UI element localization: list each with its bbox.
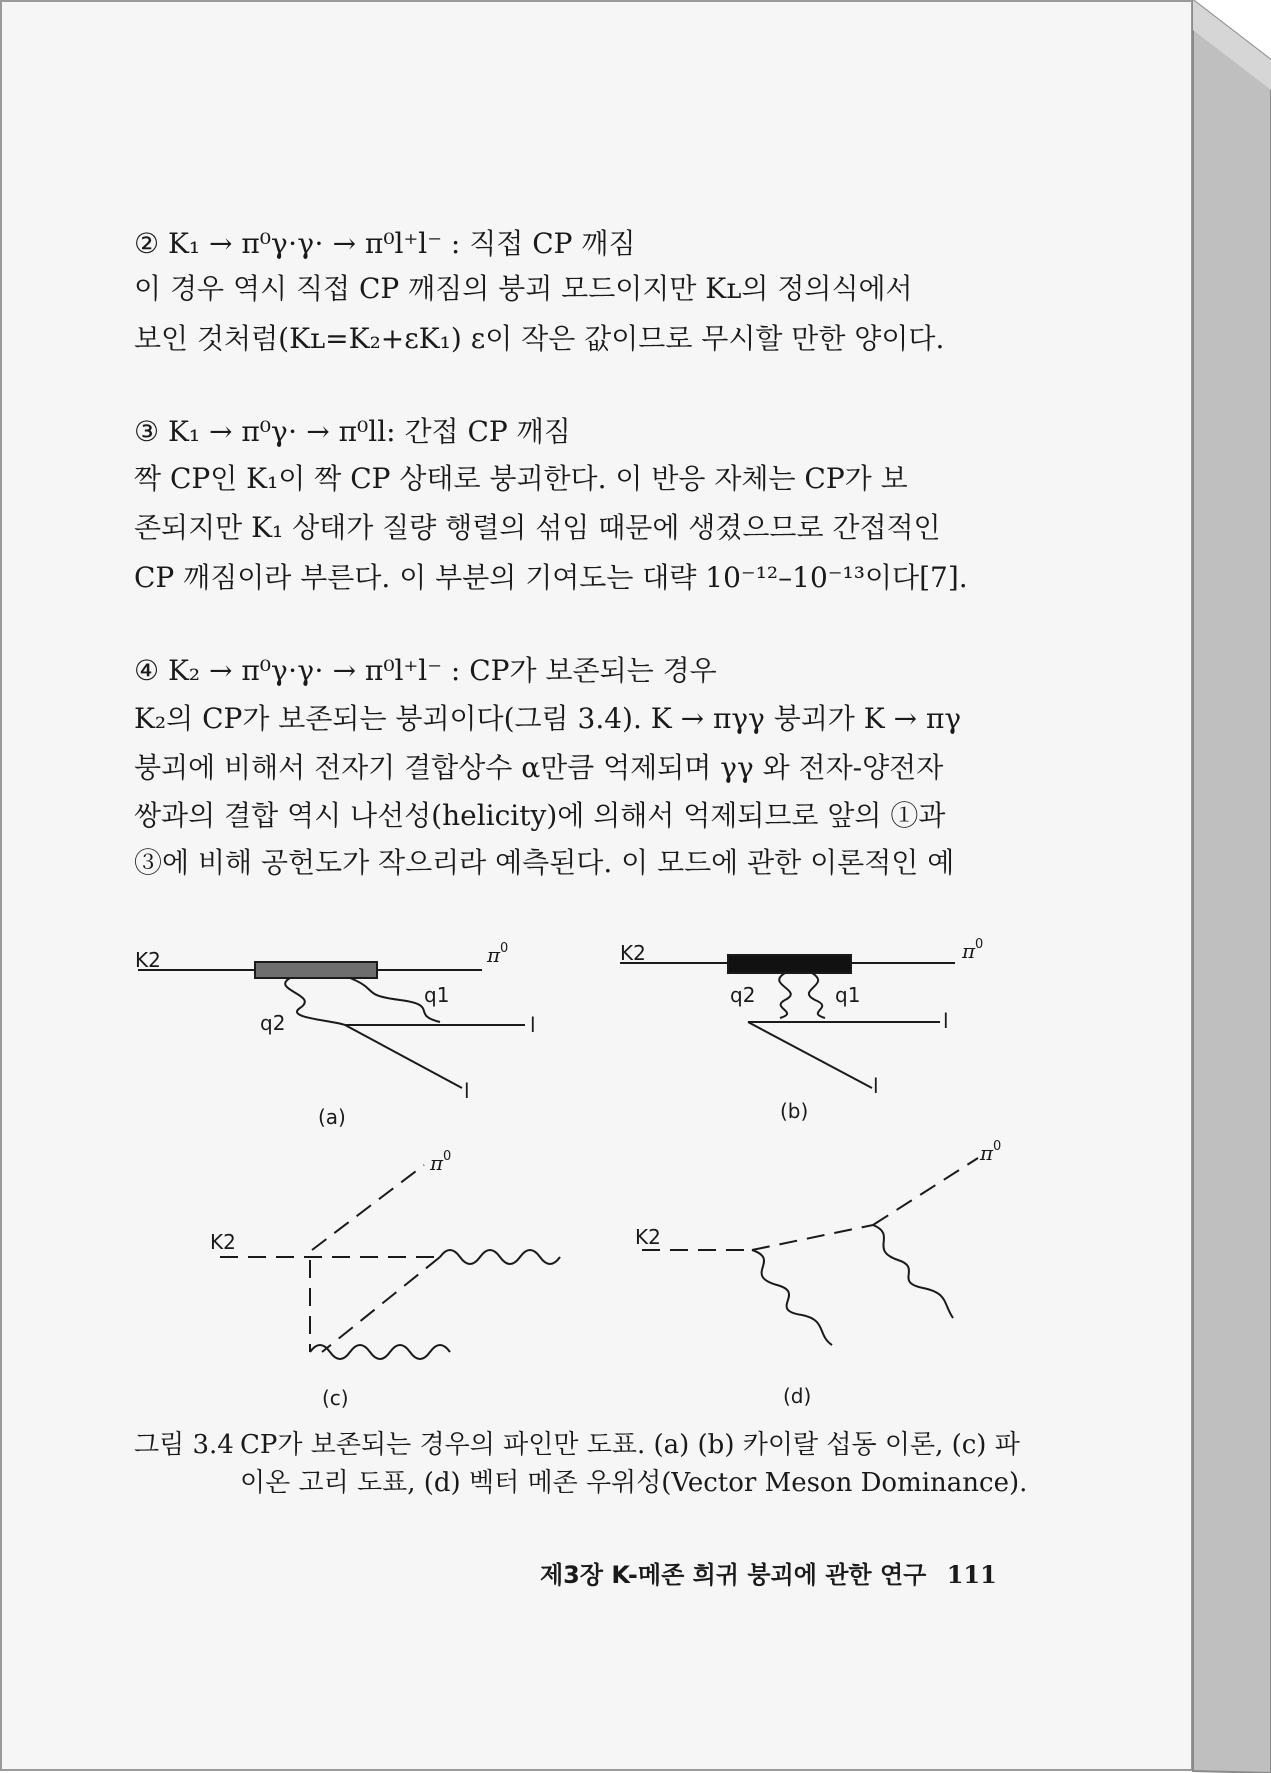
- paragraph-line: 존되지만 K₁ 상태가 질량 행렬의 섞임 때문에 생겼으므로 간접적인: [134, 511, 941, 544]
- paragraph-line: CP 깨짐이라 부른다. 이 부분의 기여도는 대략 10⁻¹²–10⁻¹³이다[7].: [134, 561, 968, 594]
- paragraph-line: ③에 비해 공헌도가 작으리라 예측된다. 이 모드에 관한 이론적인 예: [134, 846, 955, 879]
- panel-d-label: (d): [783, 1384, 812, 1408]
- pi0-superscript: 0: [500, 941, 509, 956]
- formula-item-2: ② K₁ → π⁰γ⋅γ⋅ → π⁰l⁺l⁻ : 직접 CP 깨짐: [134, 227, 636, 260]
- panel-b-label: (b): [780, 1099, 809, 1123]
- paragraph-line: 쌍과의 결합 역시 나선성(helicity)에 의해서 억제되므로 앞의 ①과: [134, 799, 946, 832]
- figure-caption: CP가 보존되는 경우의 파인만 도표. (a) (b) 카이랄 섭동 이론, (c) 파: [240, 1430, 1020, 1460]
- chapter-title: 제3장 K-메존 희귀 붕괴에 관한 연구: [540, 1561, 927, 1589]
- diagram-d: [642, 1158, 978, 1250]
- pi0-superscript: 0: [993, 1139, 1002, 1154]
- pi0-label: π: [962, 939, 976, 963]
- pi0-superscript: 0: [443, 1149, 452, 1164]
- q2-label: q2: [260, 1011, 286, 1035]
- photon-wave: [310, 1345, 450, 1359]
- formula-item-4: ④ K₂ → π⁰γ⋅γ⋅ → π⁰l⁺l⁻ : CP가 보존되는 경우: [134, 654, 717, 687]
- photon-wave: [873, 1225, 953, 1318]
- pi0-label: π: [430, 1151, 444, 1175]
- q2-label: q2: [730, 983, 756, 1007]
- lepton-label: l: [530, 1013, 536, 1037]
- diagram-a: [138, 962, 525, 1088]
- photon-wave: [440, 1250, 560, 1264]
- figure-caption-label: 그림 3.4: [134, 1430, 234, 1460]
- pi0-label: π: [980, 1141, 994, 1165]
- photon-wave: [752, 1250, 832, 1345]
- lepton-label: l: [873, 1074, 879, 1098]
- lepton-label: l: [943, 1009, 949, 1033]
- figure-caption: 이온 고리 도표, (d) 벡터 메존 우위성(Vector Meson Dominance).: [240, 1468, 1028, 1498]
- k2-label: K2: [135, 948, 161, 972]
- pi0-superscript: 0: [975, 937, 984, 952]
- k2-label: K2: [210, 1230, 236, 1254]
- lepton-label: l: [464, 1079, 470, 1103]
- k2-label: K2: [635, 1225, 661, 1249]
- paragraph-line: K₂의 CP가 보존되는 붕괴이다(그림 3.4). K → πγγ 붕괴가 K → πγ: [134, 702, 962, 735]
- diagram-c: [220, 1165, 440, 1352]
- q1-label: q1: [424, 983, 450, 1007]
- formula-item-3: ③ K₁ → π⁰γ⋅ → π⁰ll: 간접 CP 깨짐: [134, 415, 571, 448]
- page-number: 111: [946, 1560, 997, 1589]
- paragraph-line: 보인 것처럼(Kʟ=K₂+εK₁) ε이 작은 값이므로 무시할 만한 양이다.: [134, 322, 945, 355]
- pi0-label: π: [487, 943, 501, 967]
- k2-label: K2: [620, 941, 646, 965]
- panel-a-label: (a): [318, 1105, 346, 1129]
- panel-c-label: (c): [322, 1386, 349, 1410]
- paragraph-line: 붕괴에 비해서 전자기 결합상수 α만큼 억제되며 γγ 와 전자-양전자: [134, 751, 944, 784]
- diagram-b: [620, 955, 955, 1088]
- paragraph-line: 짝 CP인 K₁이 짝 CP 상태로 붕괴한다. 이 반응 자체는 CP가 보: [134, 462, 908, 495]
- paragraph-line: 이 경우 역시 직접 CP 깨짐의 붕괴 모드이지만 Kʟ의 정의식에서: [134, 272, 913, 305]
- running-footer: [540, 1555, 997, 1590]
- q1-label: q1: [835, 983, 861, 1007]
